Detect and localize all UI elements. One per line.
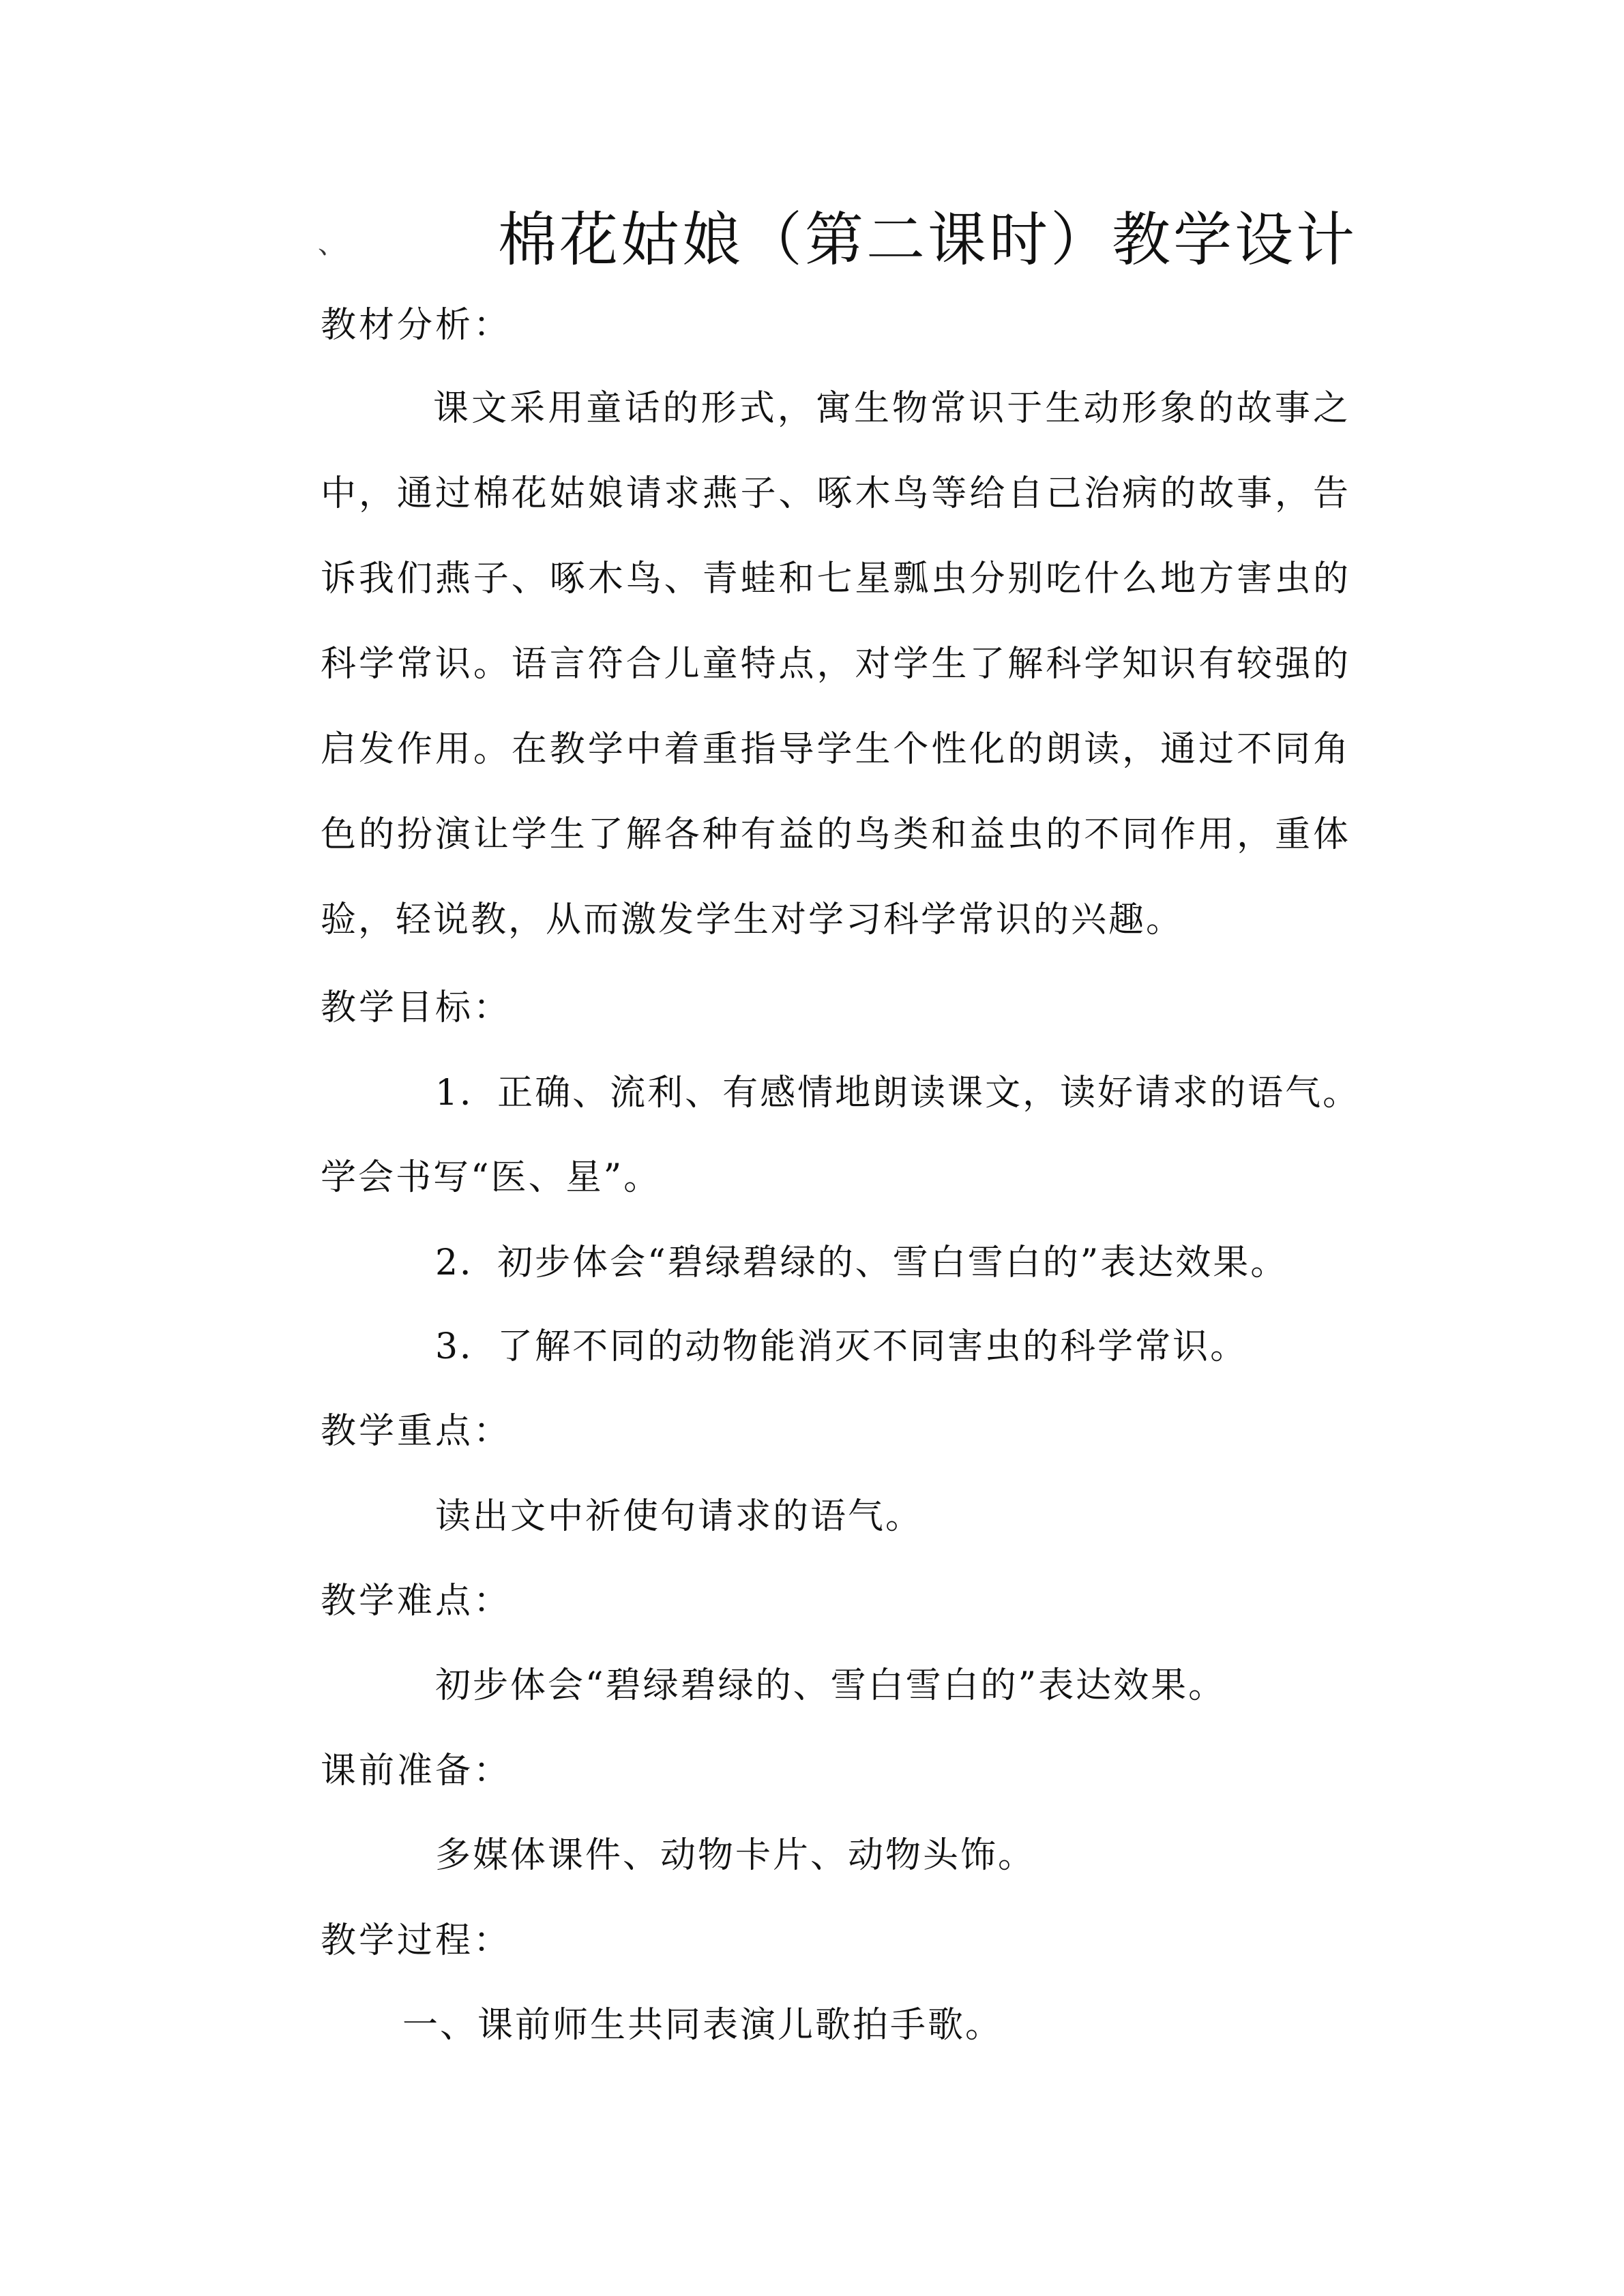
analysis-paragraph: 课文采用童话的形式，寓生物常识于生动形象的故事之中，通过棉花姑娘请求燕子、啄木鸟等给自己治病的故事，告诉我们燕子、啄木鸟、青蛙和七星瓢虫分别吃什么地方害虫的科学常识。语言符合儿童特点，对学生了解科学知识有较强的启发作用。在教学中着重指导学生个性化的朗读，通过不同角色的扮演让学生了解各种有益的鸟类和益虫的不同作用，重体验，轻说教，从而激发学生对学习科学常识的兴趣。 <box>321 388 1350 940</box>
objective-item-2: 2．初步体会“碧绿碧绿的、雪白雪白的”表达效果。 <box>435 1242 1288 1283</box>
objective-item-3: 3．了解不同的动物能消灭不同害虫的科学常识。 <box>435 1326 1248 1367</box>
section-heading-preparation: 课前准备： <box>321 1750 512 1791</box>
preparation-text: 多媒体课件、动物卡片、动物头饰。 <box>435 1835 1036 1876</box>
section-heading-process: 教学过程： <box>321 1920 512 1961</box>
keypoint-text: 读出文中祈使句请求的语气。 <box>435 1496 924 1537</box>
page-title: 棉花姑娘（第二课时）教学设计 <box>498 206 1357 274</box>
difficulty-text: 初步体会“碧绿碧绿的、雪白雪白的”表达效果。 <box>435 1665 1226 1706</box>
section-heading-analysis: 教材分析： <box>321 305 512 346</box>
section-heading-keypoint: 教学重点： <box>321 1411 512 1452</box>
objective-item-1: 1．正确、流利、有感情地朗读课文，读好请求的语气。 <box>435 1073 1361 1114</box>
stray-mark: 、 <box>318 228 345 260</box>
process-step-1: 一、课前师生共同表演儿歌拍手歌。 <box>402 2005 1003 2046</box>
objective-item-1-cont: 学会书写“医、星”。 <box>321 1157 662 1198</box>
section-heading-difficulty: 教学难点： <box>321 1581 512 1622</box>
section-heading-objectives: 教学目标： <box>321 987 512 1028</box>
